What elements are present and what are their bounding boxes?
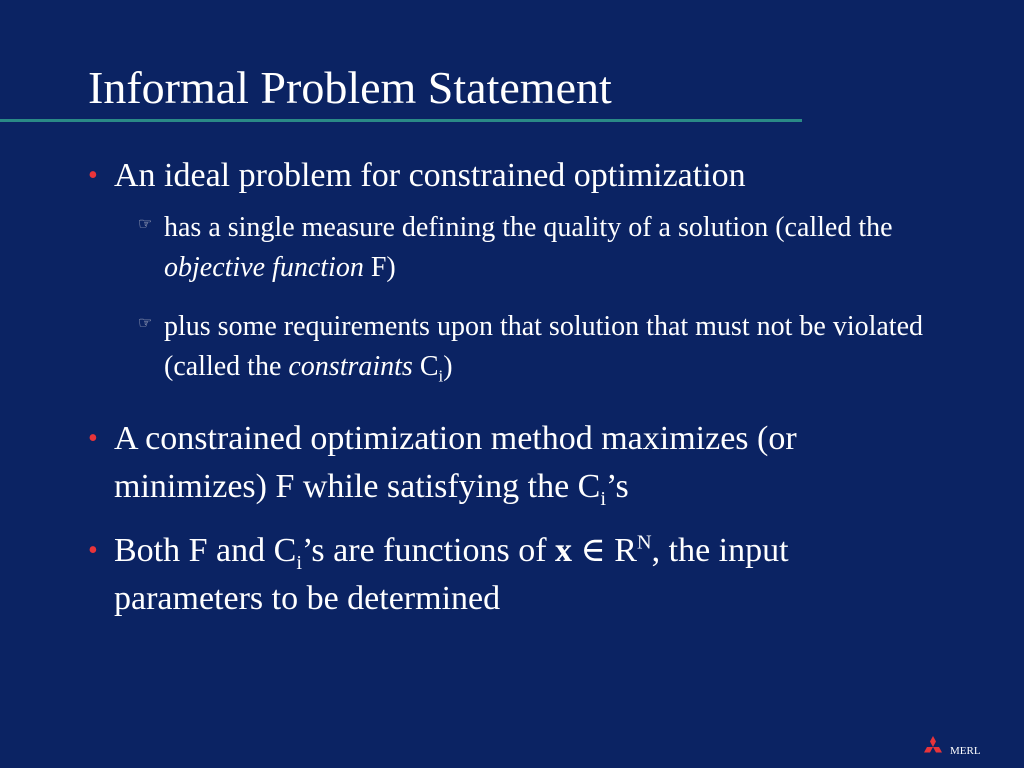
bullet-3-subscript: i [296,551,302,574]
bullet-3-superscript: N [636,531,652,554]
sub-bullet-2-italic: constraints [288,351,413,382]
bullet-marker: • [88,160,98,191]
bullet-3-text [114,527,928,623]
bullet-1-text: An ideal problem for constrained optimization [114,157,746,194]
title-underline [0,119,802,122]
sub-bullet-1-italic: objective function [164,252,364,283]
bullet-2-pre: A constrained optimization method maximizes (or minimizes) F while satisfying the C [114,420,797,505]
sub-bullet-2-post: C [412,351,439,382]
bullet-3-pre: Both F and C [114,532,297,569]
bullet-marker: • [88,535,98,566]
footer-logo-label: MERL [950,745,981,757]
sub-bullet-1-text [164,208,928,288]
slide-title: Informal Problem Statement [88,62,612,113]
sub-bullet-1 [138,208,928,288]
bullet-2-text [114,415,928,511]
pointing-hand-icon: ☞ [138,216,153,233]
mitsubishi-logo-icon [920,736,946,760]
sub-bullet-2-text [164,307,938,387]
bullet-3-bold-x: x [555,532,573,569]
bullet-3-post: , the input parameters to be determined [114,532,789,617]
bullet-2-post: ’s [606,468,629,505]
sub-bullet-2-subscript: i [438,366,444,386]
pointing-hand-icon: ☞ [138,315,153,332]
bullet-3-symbol: ∈ R [572,532,637,569]
sub-bullet-1-pre: has a single measure defining the quality of a solution (called the [164,212,893,243]
bullet-2 [88,415,928,511]
bullet-marker: • [88,423,98,454]
bullet-3 [88,527,928,623]
bullet-3-mid: ’s are functions of [301,532,556,569]
sub-bullet-2-end: ) [443,351,453,382]
sub-bullet-2 [138,307,938,387]
sub-bullet-2-pre: plus some requirements upon that solution that must not be violated (called the [164,311,924,382]
bullet-2-subscript: i [600,487,607,510]
bullet-1 [88,152,948,200]
sub-bullet-1-post: F) [363,252,396,283]
